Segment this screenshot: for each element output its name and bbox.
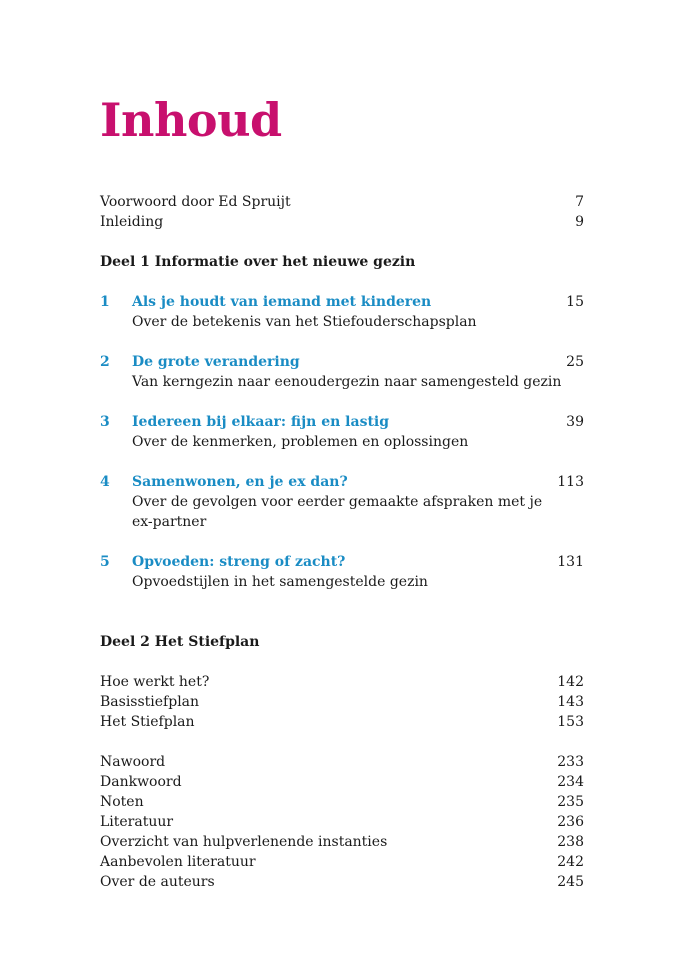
entry-label: Dankwoord xyxy=(100,774,182,790)
entry-page: 245 xyxy=(557,874,584,890)
toc-entry[interactable] xyxy=(100,792,584,812)
entry-label: Noten xyxy=(100,794,144,810)
toc-entry[interactable] xyxy=(100,812,584,832)
toc-entry[interactable] xyxy=(100,712,584,732)
entry-page: 15 xyxy=(566,294,584,310)
chapter-entry[interactable] xyxy=(100,472,584,492)
entry-page: 234 xyxy=(557,774,584,790)
entry-label: Overzicht van hulpverlenende instanties xyxy=(100,834,388,850)
entry-page: 113 xyxy=(557,474,584,490)
entry-page: 7 xyxy=(575,194,584,210)
entry-page: 9 xyxy=(575,214,584,230)
chapter-title: Opvoeden: streng of zacht? xyxy=(132,554,346,570)
chapter-title: Als je houdt van iemand met kinderen xyxy=(132,294,432,310)
chapter-entry[interactable] xyxy=(100,352,584,372)
entry-page: 39 xyxy=(566,414,584,430)
part-heading: Deel 1 Informatie over het nieuwe gezin xyxy=(100,254,416,270)
toc-entry[interactable] xyxy=(100,832,584,852)
toc-entry[interactable] xyxy=(100,212,584,232)
chapter-number: 1 xyxy=(100,294,110,310)
entry-page: 236 xyxy=(557,814,584,830)
entry-page: 242 xyxy=(557,854,584,870)
chapter-subtitle: Over de gevolgen voor eerder gemaakte afspraken met je ex-partner xyxy=(132,494,543,530)
chapter-entry[interactable] xyxy=(100,412,584,432)
toc-entry[interactable] xyxy=(100,192,584,212)
toc-entry[interactable] xyxy=(100,852,584,872)
chapter-title: Samenwonen, en je ex dan? xyxy=(132,474,348,490)
toc-entry[interactable] xyxy=(100,672,584,692)
entry-page: 238 xyxy=(557,834,584,850)
chapter-entry[interactable] xyxy=(100,552,584,572)
chapter-number: 5 xyxy=(100,554,110,570)
chapter-subtitle: Van kerngezin naar eenoudergezin naar samengesteld gezin xyxy=(132,374,562,390)
entry-label: Literatuur xyxy=(100,814,174,830)
toc-entry[interactable] xyxy=(100,752,584,772)
entry-label: Basisstiefplan xyxy=(100,694,200,710)
chapter-subtitle: Over de kenmerken, problemen en oplossingen xyxy=(132,434,469,450)
entry-label: Over de auteurs xyxy=(100,874,215,890)
chapter-title: Iedereen bij elkaar: fijn en lastig xyxy=(132,414,390,430)
chapter-subtitle: Opvoedstijlen in het samengestelde gezin xyxy=(132,574,428,590)
toc-entry[interactable] xyxy=(100,872,584,892)
page-title: Inhoud xyxy=(100,93,282,147)
entry-page: 142 xyxy=(557,674,584,690)
chapter-number: 4 xyxy=(100,474,110,490)
entry-page: 233 xyxy=(557,754,584,770)
part-heading: Deel 2 Het Stiefplan xyxy=(100,634,260,650)
toc-entry[interactable] xyxy=(100,772,584,792)
entry-page: 131 xyxy=(557,554,584,570)
entry-page: 153 xyxy=(557,714,584,730)
chapter-number: 2 xyxy=(100,354,110,370)
chapter-entry[interactable] xyxy=(100,292,584,312)
entry-label: Aanbevolen literatuur xyxy=(100,854,256,870)
entry-label: Nawoord xyxy=(100,754,166,770)
entry-page: 235 xyxy=(557,794,584,810)
entry-page: 25 xyxy=(566,354,584,370)
toc-entry[interactable] xyxy=(100,692,584,712)
table-of-contents xyxy=(100,192,584,892)
entry-page: 143 xyxy=(557,694,584,710)
chapter-number: 3 xyxy=(100,414,110,430)
entry-label: Hoe werkt het? xyxy=(100,674,210,690)
chapter-title: De grote verandering xyxy=(132,354,300,370)
entry-label: Inleiding xyxy=(100,214,164,230)
entry-label: Voorwoord door Ed Spruijt xyxy=(100,194,291,210)
chapter-subtitle: Over de betekenis van het Stiefouderschapsplan xyxy=(132,314,477,330)
entry-label: Het Stiefplan xyxy=(100,714,195,730)
